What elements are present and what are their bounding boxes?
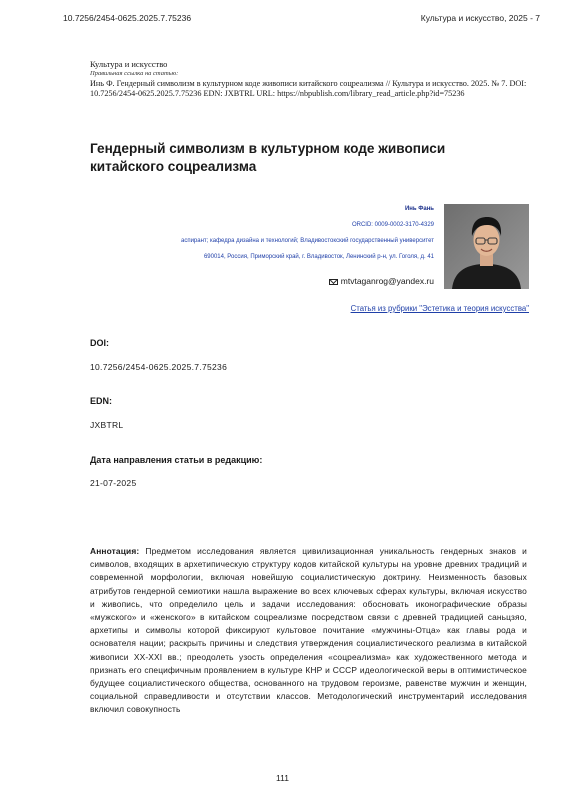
article-title: Гендерный символизм в культурном коде живописи китайского соцреализма (90, 141, 446, 174)
doi-value: 10.7256/2454-0625.2025.7.75236 (90, 362, 228, 372)
doi-label: DOI: (90, 338, 109, 348)
abstract-label: Аннотация: (90, 546, 140, 556)
author-name[interactable]: Инь Фань (404, 206, 434, 212)
author-portrait-image (444, 204, 529, 289)
header-doi: 10.7256/2454-0625.2025.7.75236 (63, 13, 192, 23)
edn-value: JXBTRL (90, 420, 124, 430)
author-photo (444, 204, 529, 289)
author-address: 690014, Россия, Приморский край, г. Владивосток, Ленинский р-н, ул. Гоголя, д. 41 (203, 254, 434, 260)
submission-date-value: 21-07-2025 (90, 478, 137, 488)
page-number: 111 (276, 773, 289, 783)
citation-label: Правильная ссылка на статью: (90, 70, 179, 77)
edn-label: EDN: (90, 396, 112, 406)
rubric-link[interactable]: Статья из рубрики "Эстетика и теория искусства" (350, 304, 529, 313)
author-email-text: mtvtaganrog@yandex.ru (340, 276, 434, 286)
abstract-text: Предметом исследования является цивилизационная уникальность гендерных знаков и символов, входящих в архетипическую структуру кодов китайской культуры на уровне древних традиций и современной морфологии, включая новейшую социалистическую доктрину. Неизменность базовых атрибутов гендерной семиотики нашла выражение во всех ключевых сферах культуры, включая искусство и живопись, что определило цель и задачи исследования: обосновать иконографические образы «мужского» и «женского» в китайском соцреализме посредством связи с древней традицией саньцзяо, архетипы и символы которой фиксируют культовое почитание «мужчины-Отца» как главы рода и основателя нации; раскрыть причины и следствия утверждения социалистического реализма в китайской живописи XX-XXI вв.; преодолеть узость определения «соцреализма» как художественного метода и признать его специфичным проявлением в культуре КНР и СССР идеологической веры в оптимистическое будущее социалистического общества, основанного на трудовом героизме, равенстве мужчин и женщин, социальной справедливости и отсутствии классов. Методологический инструментарий исследования включил совокупность (90, 546, 527, 715)
envelope-icon (329, 279, 338, 285)
submission-date-label: Дата направления статьи в редакцию: (90, 455, 263, 465)
author-orcid[interactable]: ORCID: 0009-0002-3170-4329 (351, 222, 434, 228)
abstract (90, 545, 527, 717)
header-journal-issue: Культура и искусство, 2025 - 7 (420, 13, 540, 23)
journal-name: Культура и искусство (90, 59, 168, 69)
author-affiliation: аспирант; кафедра дизайна и технологий; Владивостокский государственный университет (180, 238, 434, 244)
author-email[interactable] (329, 276, 434, 286)
citation-text: Инь Ф. Гендерный символизм в культурном коде живописи китайского соцреализма // Культура и искусство. 2025. № 7. DOI: 10.7256/2454-0625.2025.7.75236 EDN: JXBTRL URL: https://nbpublish.com/library_read_article.php?id=75236 (90, 79, 527, 99)
